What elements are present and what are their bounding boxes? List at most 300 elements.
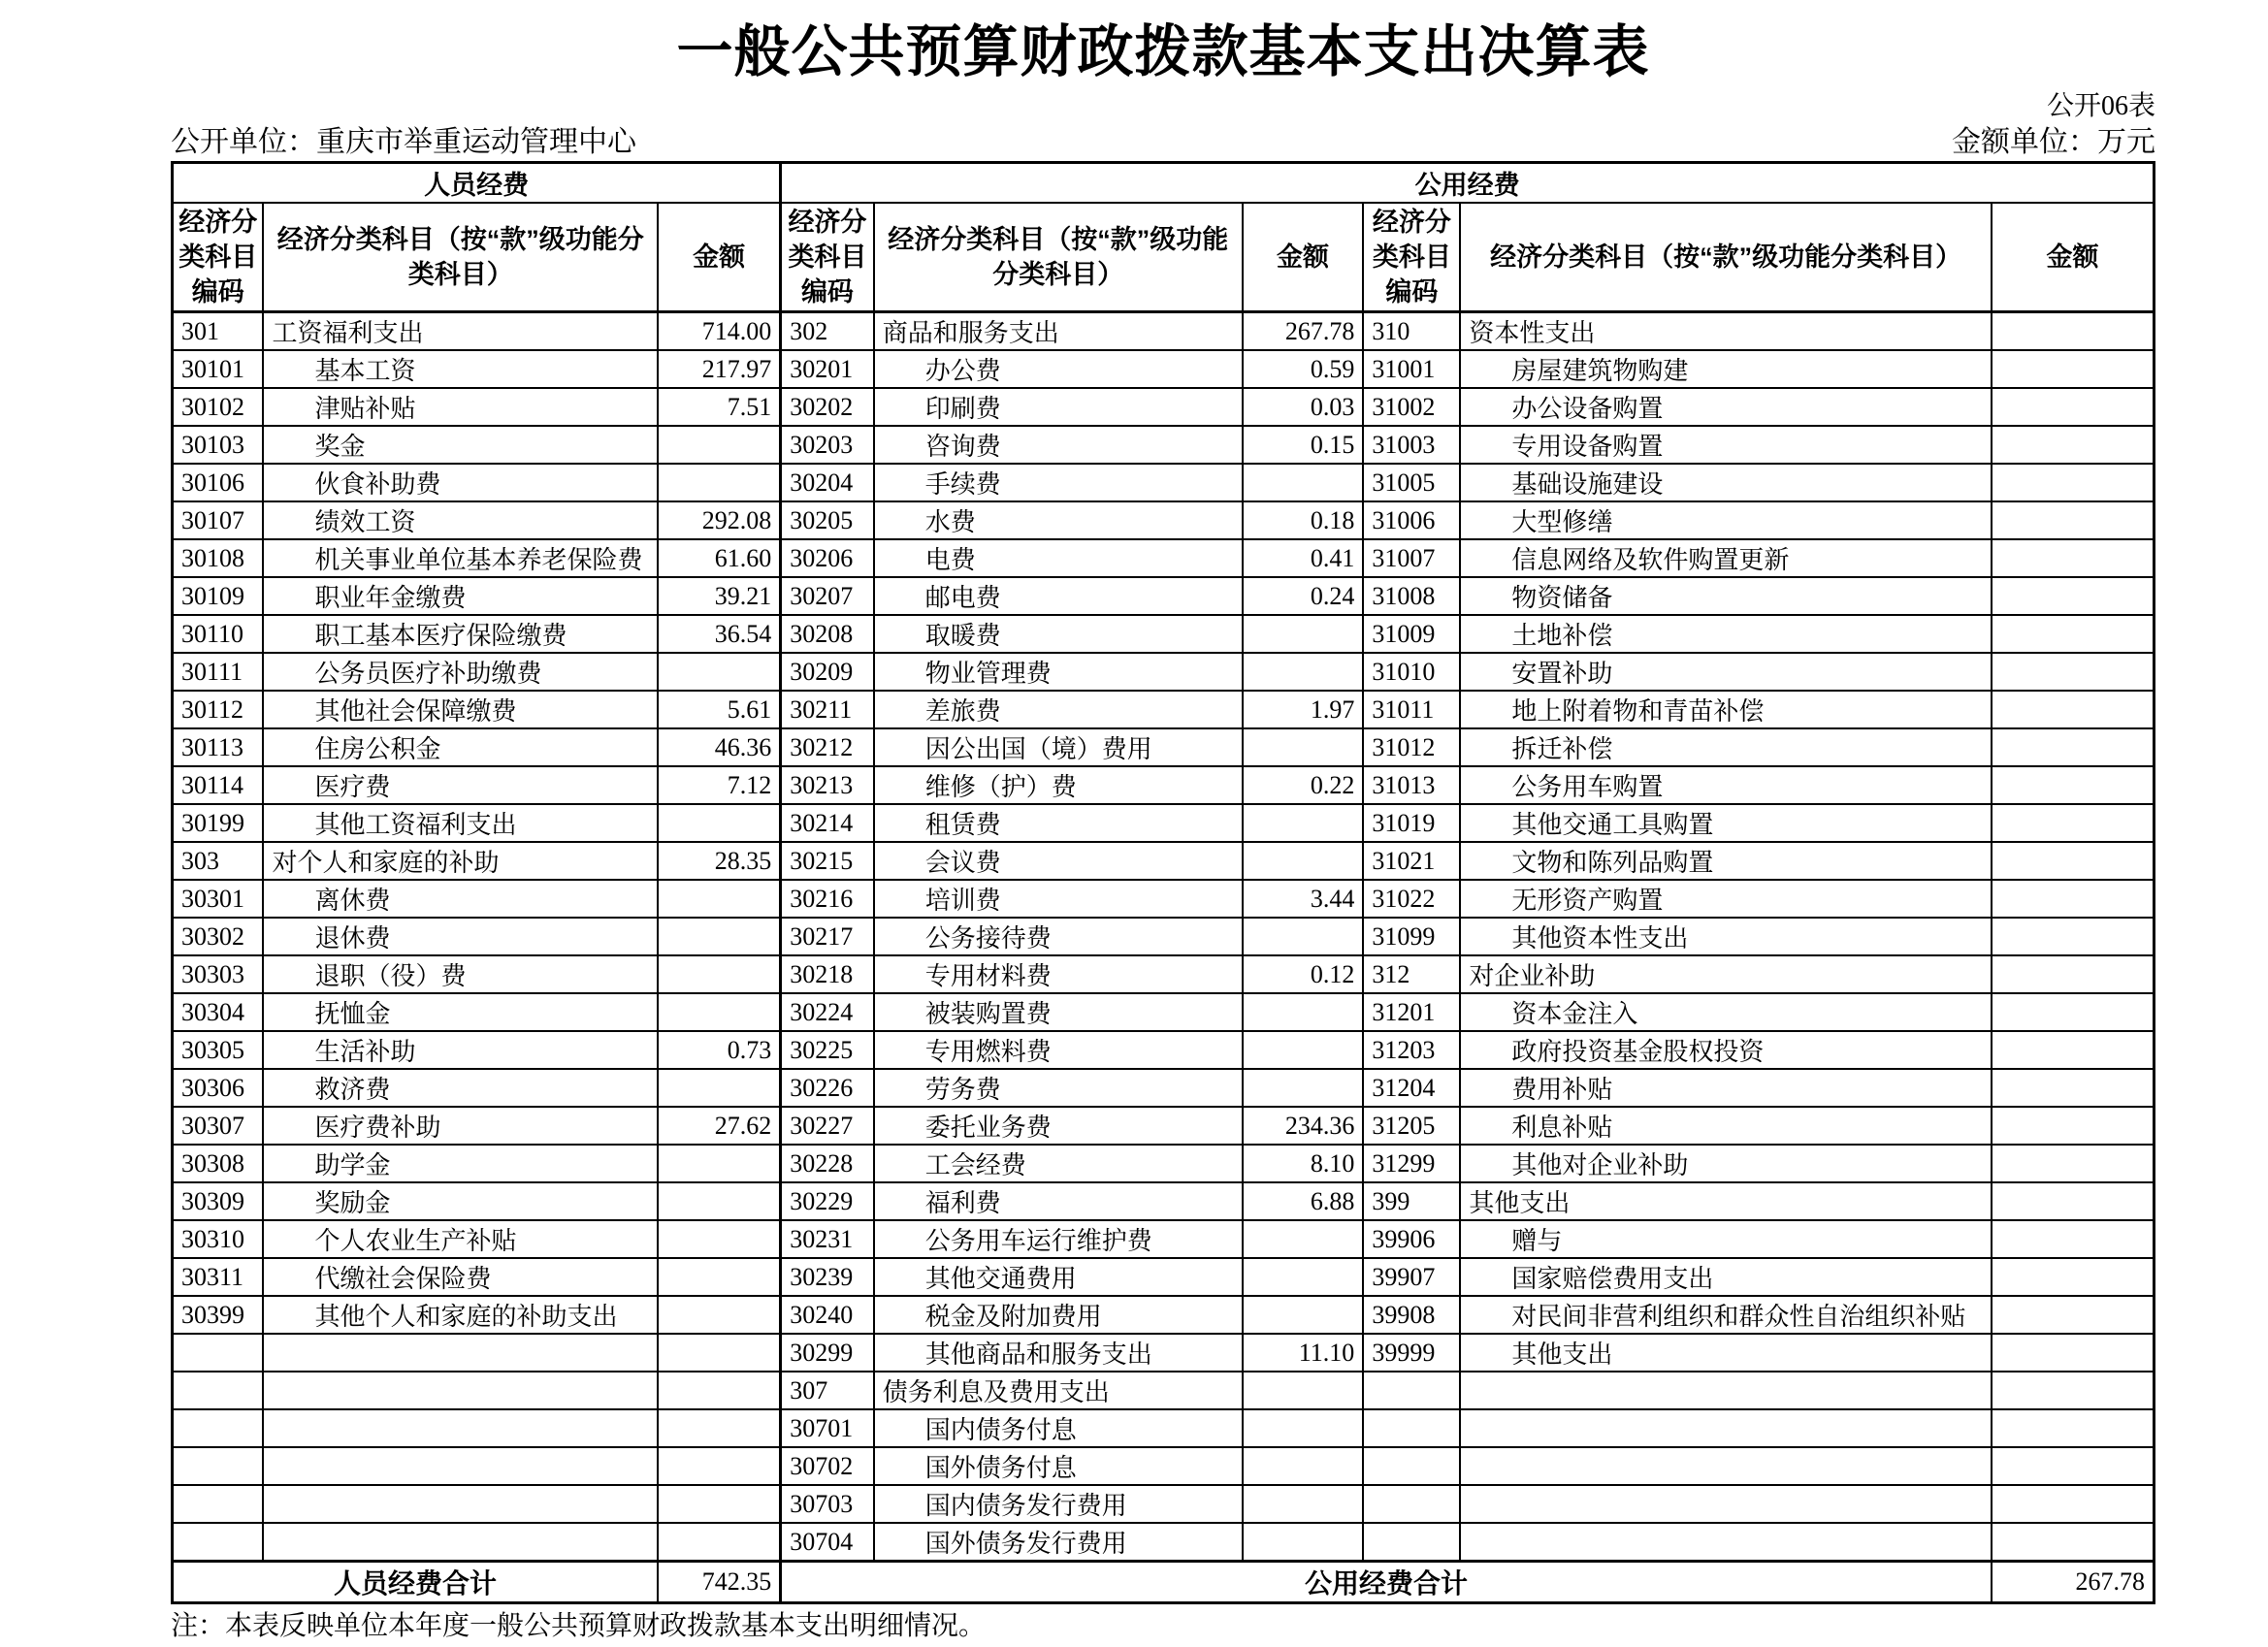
subject-cell: 其他支出 xyxy=(1460,1334,1992,1372)
code-cell: 307 xyxy=(781,1372,874,1409)
code-cell: 30103 xyxy=(173,426,264,464)
page-title: 一般公共预算财政拨款基本支出决算表 xyxy=(676,20,1650,83)
table-row xyxy=(173,955,2155,993)
code-cell: 30199 xyxy=(173,804,264,842)
code-cell: 30114 xyxy=(173,766,264,804)
subject-column-header: 经济分类科目（按“款”级功能分类科目） xyxy=(1460,203,1992,312)
subject-cell: 伙食补助费 xyxy=(263,464,658,501)
amount-cell xyxy=(1992,842,2155,880)
code-cell: 30306 xyxy=(173,1069,264,1107)
code-cell: 31204 xyxy=(1363,1069,1460,1107)
subject-cell: 医疗费补助 xyxy=(263,1107,658,1145)
code-cell: 30704 xyxy=(781,1523,874,1562)
subject-cell: 代缴社会保险费 xyxy=(263,1258,658,1296)
code-cell: 30209 xyxy=(781,653,874,691)
subject-cell: 赠与 xyxy=(1460,1220,1992,1258)
code-cell: 30203 xyxy=(781,426,874,464)
code-cell: 30218 xyxy=(781,955,874,993)
code-cell xyxy=(173,1485,264,1523)
code-cell: 30399 xyxy=(173,1296,264,1334)
amount-cell: 1.97 xyxy=(1243,691,1364,728)
code-cell: 31205 xyxy=(1363,1107,1460,1145)
code-cell xyxy=(173,1523,264,1562)
subject-cell: 基础设施建设 xyxy=(1460,464,1992,501)
code-cell: 30224 xyxy=(781,993,874,1031)
amount-cell xyxy=(658,880,781,918)
subject-cell: 拆迁补偿 xyxy=(1460,728,1992,766)
subject-cell: 公务接待费 xyxy=(874,918,1243,955)
table-row xyxy=(173,804,2155,842)
subject-cell: 地上附着物和青苗补偿 xyxy=(1460,691,1992,728)
code-cell: 31203 xyxy=(1363,1031,1460,1069)
code-cell: 30302 xyxy=(173,918,264,955)
amount-cell xyxy=(1243,1220,1364,1258)
code-cell: 30204 xyxy=(781,464,874,501)
code-cell: 30703 xyxy=(781,1485,874,1523)
code-cell: 30112 xyxy=(173,691,264,728)
code-cell: 30101 xyxy=(173,350,264,388)
code-cell: 39906 xyxy=(1363,1220,1460,1258)
table-row xyxy=(173,1334,2155,1372)
amount-cell xyxy=(1992,501,2155,539)
amount-cell: 0.12 xyxy=(1243,955,1364,993)
subject-cell: 维修（护）费 xyxy=(874,766,1243,804)
amount-cell: 0.18 xyxy=(1243,501,1364,539)
subject-cell: 其他个人和家庭的补助支出 xyxy=(263,1296,658,1334)
amount-cell xyxy=(658,1258,781,1296)
personnel-total-value: 742.35 xyxy=(658,1562,781,1603)
subject-cell xyxy=(263,1372,658,1409)
amount-cell xyxy=(1992,728,2155,766)
code-cell: 30106 xyxy=(173,464,264,501)
code-cell: 30301 xyxy=(173,880,264,918)
table-row xyxy=(173,1485,2155,1523)
amount-cell xyxy=(658,1409,781,1447)
code-cell: 31006 xyxy=(1363,501,1460,539)
amount-cell xyxy=(1992,464,2155,501)
subject-cell xyxy=(263,1447,658,1485)
table-row xyxy=(173,1258,2155,1296)
subject-cell: 安置补助 xyxy=(1460,653,1992,691)
subject-cell: 咨询费 xyxy=(874,426,1243,464)
amount-cell: 8.10 xyxy=(1243,1145,1364,1182)
subject-cell: 其他交通费用 xyxy=(874,1258,1243,1296)
code-cell: 30310 xyxy=(173,1220,264,1258)
code-cell: 30299 xyxy=(781,1334,874,1372)
amount-cell xyxy=(1243,464,1364,501)
amount-cell xyxy=(658,1334,781,1372)
code-cell: 31021 xyxy=(1363,842,1460,880)
subject-cell: 劳务费 xyxy=(874,1069,1243,1107)
table-row xyxy=(173,388,2155,426)
code-cell: 30303 xyxy=(173,955,264,993)
code-cell: 31201 xyxy=(1363,993,1460,1031)
code-cell: 302 xyxy=(781,312,874,351)
amount-cell xyxy=(658,1069,781,1107)
amount-unit-label: 金额单位：万元 xyxy=(1952,126,2155,158)
subject-cell: 租赁费 xyxy=(874,804,1243,842)
code-cell: 31010 xyxy=(1363,653,1460,691)
subject-cell: 救济费 xyxy=(263,1069,658,1107)
amount-cell: 714.00 xyxy=(658,312,781,351)
personnel-total-label: 人员经费合计 xyxy=(173,1562,659,1603)
code-cell: 30206 xyxy=(781,539,874,577)
group-header-row xyxy=(173,163,2155,204)
code-cell: 30226 xyxy=(781,1069,874,1107)
code-cell: 30214 xyxy=(781,804,874,842)
subject-cell: 办公费 xyxy=(874,350,1243,388)
subject-cell: 专用燃料费 xyxy=(874,1031,1243,1069)
subject-cell: 其他资本性支出 xyxy=(1460,918,1992,955)
amount-cell: 27.62 xyxy=(658,1107,781,1145)
meta-row xyxy=(171,124,2155,161)
code-cell: 31299 xyxy=(1363,1145,1460,1182)
subject-cell: 对企业补助 xyxy=(1460,955,1992,993)
amount-cell xyxy=(1243,1372,1364,1409)
code-column-header: 经济分类科目编码 xyxy=(1363,203,1460,312)
code-cell: 30211 xyxy=(781,691,874,728)
amount-cell xyxy=(1992,1334,2155,1372)
amount-cell xyxy=(658,1220,781,1258)
subject-cell: 国外债务发行费用 xyxy=(874,1523,1243,1562)
amount-cell xyxy=(1992,1409,2155,1447)
amount-cell xyxy=(1992,1145,2155,1182)
subject-cell: 助学金 xyxy=(263,1145,658,1182)
code-cell: 30109 xyxy=(173,577,264,615)
table-row xyxy=(173,426,2155,464)
amount-cell xyxy=(1243,804,1364,842)
amount-cell xyxy=(658,1182,781,1220)
table-row xyxy=(173,1447,2155,1485)
subject-cell: 政府投资基金股权投资 xyxy=(1460,1031,1992,1069)
subject-cell: 物资储备 xyxy=(1460,577,1992,615)
table-row xyxy=(173,1182,2155,1220)
code-cell: 30702 xyxy=(781,1447,874,1485)
subject-cell: 医疗费 xyxy=(263,766,658,804)
code-cell: 30304 xyxy=(173,993,264,1031)
amount-cell: 0.73 xyxy=(658,1031,781,1069)
subject-cell xyxy=(1460,1372,1992,1409)
code-cell: 31099 xyxy=(1363,918,1460,955)
code-cell xyxy=(173,1334,264,1372)
code-cell: 303 xyxy=(173,842,264,880)
amount-cell xyxy=(658,1523,781,1562)
subject-cell: 债务利息及费用支出 xyxy=(874,1372,1243,1409)
subject-cell: 电费 xyxy=(874,539,1243,577)
subject-cell: 国家赔偿费用支出 xyxy=(1460,1258,1992,1296)
code-cell: 30239 xyxy=(781,1258,874,1296)
subject-cell: 邮电费 xyxy=(874,577,1243,615)
amount-cell: 3.44 xyxy=(1243,880,1364,918)
amount-cell: 6.88 xyxy=(1243,1182,1364,1220)
amount-cell xyxy=(1243,1069,1364,1107)
subject-cell: 职工基本医疗保险缴费 xyxy=(263,615,658,653)
table-row xyxy=(173,993,2155,1031)
basic-expenditure-table xyxy=(171,161,2155,1604)
table-row xyxy=(173,918,2155,955)
code-cell xyxy=(1363,1523,1460,1562)
code-cell xyxy=(1363,1447,1460,1485)
amount-cell: 11.10 xyxy=(1243,1334,1364,1372)
amount-cell xyxy=(1992,993,2155,1031)
personnel-group-header: 人员经费 xyxy=(173,163,781,204)
code-cell: 30202 xyxy=(781,388,874,426)
subject-cell: 公务用车购置 xyxy=(1460,766,1992,804)
amount-cell xyxy=(1992,691,2155,728)
amount-cell xyxy=(1992,1182,2155,1220)
code-cell: 31008 xyxy=(1363,577,1460,615)
subject-cell: 离休费 xyxy=(263,880,658,918)
amount-cell xyxy=(1992,1523,2155,1562)
subject-cell: 其他支出 xyxy=(1460,1182,1992,1220)
table-row xyxy=(173,615,2155,653)
code-cell: 31013 xyxy=(1363,766,1460,804)
code-cell: 30217 xyxy=(781,918,874,955)
amount-cell xyxy=(1243,1258,1364,1296)
amount-cell: 234.36 xyxy=(1243,1107,1364,1145)
code-cell: 30207 xyxy=(781,577,874,615)
table-row xyxy=(173,691,2155,728)
table-row xyxy=(173,1409,2155,1447)
amount-cell: 0.22 xyxy=(1243,766,1364,804)
amount-cell xyxy=(1992,312,2155,351)
subject-cell: 抚恤金 xyxy=(263,993,658,1031)
subject-cell: 办公设备购置 xyxy=(1460,388,1992,426)
note-text: 注：本表反映单位本年度一般公共预算财政拨款基本支出明细情况。 xyxy=(171,1611,987,1641)
subject-cell: 房屋建筑物购建 xyxy=(1460,350,1992,388)
amount-cell xyxy=(1992,350,2155,388)
subject-cell: 国内债务发行费用 xyxy=(874,1485,1243,1523)
code-cell xyxy=(173,1372,264,1409)
amount-cell xyxy=(1243,728,1364,766)
code-cell: 301 xyxy=(173,312,264,351)
amount-cell: 39.21 xyxy=(658,577,781,615)
amount-cell: 0.15 xyxy=(1243,426,1364,464)
subject-cell: 公务用车运行维护费 xyxy=(874,1220,1243,1258)
amount-cell xyxy=(658,1372,781,1409)
subject-cell: 专用材料费 xyxy=(874,955,1243,993)
amount-cell xyxy=(1992,539,2155,577)
subject-cell xyxy=(263,1334,658,1372)
code-cell xyxy=(1363,1409,1460,1447)
code-cell: 31009 xyxy=(1363,615,1460,653)
subject-cell: 文物和陈列品购置 xyxy=(1460,842,1992,880)
amount-cell xyxy=(658,1485,781,1523)
subject-cell: 专用设备购置 xyxy=(1460,426,1992,464)
amount-cell xyxy=(1992,766,2155,804)
amount-cell xyxy=(658,653,781,691)
code-cell: 31005 xyxy=(1363,464,1460,501)
subject-cell: 对民间非营利组织和群众性自治组织补贴 xyxy=(1460,1296,1992,1334)
subject-cell xyxy=(1460,1523,1992,1562)
subject-cell xyxy=(263,1523,658,1562)
code-cell: 31003 xyxy=(1363,426,1460,464)
amount-cell xyxy=(1992,1069,2155,1107)
subject-cell xyxy=(263,1485,658,1523)
subject-cell: 住房公积金 xyxy=(263,728,658,766)
code-cell: 399 xyxy=(1363,1182,1460,1220)
amount-cell xyxy=(1992,426,2155,464)
subject-cell: 奖励金 xyxy=(263,1182,658,1220)
code-cell: 310 xyxy=(1363,312,1460,351)
code-cell: 31019 xyxy=(1363,804,1460,842)
amount-column-header: 金额 xyxy=(658,203,781,312)
subject-cell: 工资福利支出 xyxy=(263,312,658,351)
amount-cell xyxy=(1992,1031,2155,1069)
code-cell: 31012 xyxy=(1363,728,1460,766)
subject-cell: 其他商品和服务支出 xyxy=(874,1334,1243,1372)
code-cell: 30108 xyxy=(173,539,264,577)
subject-cell: 津贴补贴 xyxy=(263,388,658,426)
subject-cell: 国外债务付息 xyxy=(874,1447,1243,1485)
amount-cell xyxy=(1243,918,1364,955)
code-cell: 31002 xyxy=(1363,388,1460,426)
table-row xyxy=(173,1069,2155,1107)
code-cell: 30231 xyxy=(781,1220,874,1258)
amount-cell xyxy=(1992,880,2155,918)
code-cell: 30305 xyxy=(173,1031,264,1069)
subject-cell xyxy=(1460,1447,1992,1485)
amount-cell xyxy=(658,426,781,464)
amount-cell: 46.36 xyxy=(658,728,781,766)
amount-column-header: 金额 xyxy=(1243,203,1364,312)
amount-cell xyxy=(1243,1031,1364,1069)
subject-cell: 公务员医疗补助缴费 xyxy=(263,653,658,691)
amount-cell xyxy=(658,993,781,1031)
code-cell: 30113 xyxy=(173,728,264,766)
table-row xyxy=(173,766,2155,804)
subject-cell: 资本金注入 xyxy=(1460,993,1992,1031)
table-row xyxy=(173,1372,2155,1409)
amount-cell xyxy=(1243,842,1364,880)
amount-cell: 7.51 xyxy=(658,388,781,426)
subject-cell: 其他对企业补助 xyxy=(1460,1145,1992,1182)
summary-row xyxy=(173,1562,2155,1603)
table-row xyxy=(173,728,2155,766)
amount-cell: 5.61 xyxy=(658,691,781,728)
code-cell: 30215 xyxy=(781,842,874,880)
subject-cell: 利息补贴 xyxy=(1460,1107,1992,1145)
code-cell: 30228 xyxy=(781,1145,874,1182)
publisher-label: 公开单位：重庆市举重运动管理中心 xyxy=(171,126,636,158)
amount-cell xyxy=(1992,918,2155,955)
amount-cell xyxy=(1243,653,1364,691)
public-total-label: 公用经费合计 xyxy=(781,1562,1992,1603)
amount-cell xyxy=(1992,1372,2155,1409)
subject-cell: 对个人和家庭的补助 xyxy=(263,842,658,880)
subject-cell: 个人农业生产补贴 xyxy=(263,1220,658,1258)
subject-cell: 退职（役）费 xyxy=(263,955,658,993)
code-cell: 30111 xyxy=(173,653,264,691)
subject-cell: 土地补偿 xyxy=(1460,615,1992,653)
code-cell: 30208 xyxy=(781,615,874,653)
table-row xyxy=(173,1107,2155,1145)
table-row xyxy=(173,312,2155,351)
amount-cell: 0.59 xyxy=(1243,350,1364,388)
amount-cell: 217.97 xyxy=(658,350,781,388)
amount-cell xyxy=(1992,1107,2155,1145)
amount-cell xyxy=(658,955,781,993)
subject-cell: 资本性支出 xyxy=(1460,312,1992,351)
code-cell: 30307 xyxy=(173,1107,264,1145)
table-row xyxy=(173,350,2155,388)
amount-cell xyxy=(1992,577,2155,615)
public-group-header: 公用经费 xyxy=(781,163,2155,204)
table-row xyxy=(173,539,2155,577)
amount-cell xyxy=(1992,1485,2155,1523)
code-cell: 30701 xyxy=(781,1409,874,1447)
amount-cell xyxy=(658,1145,781,1182)
subject-column-header: 经济分类科目（按“款”级功能分类科目） xyxy=(874,203,1243,312)
code-cell xyxy=(1363,1372,1460,1409)
subject-cell: 会议费 xyxy=(874,842,1243,880)
code-cell: 30212 xyxy=(781,728,874,766)
subject-cell: 物业管理费 xyxy=(874,653,1243,691)
code-cell: 30309 xyxy=(173,1182,264,1220)
subject-cell: 国内债务付息 xyxy=(874,1409,1243,1447)
subject-cell: 印刷费 xyxy=(874,388,1243,426)
subject-cell: 工会经费 xyxy=(874,1145,1243,1182)
amount-cell xyxy=(658,464,781,501)
public-total-value: 267.78 xyxy=(1992,1562,2155,1603)
code-cell: 30110 xyxy=(173,615,264,653)
amount-cell xyxy=(1992,1447,2155,1485)
table-row xyxy=(173,1145,2155,1182)
code-column-header: 经济分类科目编码 xyxy=(781,203,874,312)
amount-cell xyxy=(1243,1523,1364,1562)
code-cell: 30229 xyxy=(781,1182,874,1220)
subject-cell: 职业年金缴费 xyxy=(263,577,658,615)
code-cell: 31007 xyxy=(1363,539,1460,577)
subject-column-header: 经济分类科目（按“款”级功能分类科目） xyxy=(263,203,658,312)
code-cell: 31022 xyxy=(1363,880,1460,918)
subject-cell: 退休费 xyxy=(263,918,658,955)
subject-cell: 其他工资福利支出 xyxy=(263,804,658,842)
amount-cell xyxy=(1992,653,2155,691)
code-cell: 39907 xyxy=(1363,1258,1460,1296)
code-cell: 30213 xyxy=(781,766,874,804)
table-row xyxy=(173,880,2155,918)
amount-cell xyxy=(1243,993,1364,1031)
table-row xyxy=(173,577,2155,615)
code-cell xyxy=(173,1447,264,1485)
table-body xyxy=(173,312,2155,1562)
amount-cell xyxy=(1992,615,2155,653)
subject-cell: 培训费 xyxy=(874,880,1243,918)
table-row xyxy=(173,1296,2155,1334)
amount-cell xyxy=(658,804,781,842)
table-row xyxy=(173,501,2155,539)
subject-cell: 无形资产购置 xyxy=(1460,880,1992,918)
subject-cell: 福利费 xyxy=(874,1182,1243,1220)
code-cell xyxy=(1363,1485,1460,1523)
subject-cell: 手续费 xyxy=(874,464,1243,501)
table-row xyxy=(173,1031,2155,1069)
amount-cell xyxy=(658,1296,781,1334)
code-cell: 30308 xyxy=(173,1145,264,1182)
subject-cell xyxy=(263,1409,658,1447)
subject-cell: 因公出国（境）费用 xyxy=(874,728,1243,766)
code-cell: 312 xyxy=(1363,955,1460,993)
amount-column-header: 金额 xyxy=(1992,203,2155,312)
column-header-row xyxy=(173,203,2155,312)
amount-cell xyxy=(1992,388,2155,426)
table-row xyxy=(173,842,2155,880)
subject-cell: 委托业务费 xyxy=(874,1107,1243,1145)
subject-cell: 被装购置费 xyxy=(874,993,1243,1031)
amount-cell xyxy=(1992,1220,2155,1258)
table-row xyxy=(173,464,2155,501)
